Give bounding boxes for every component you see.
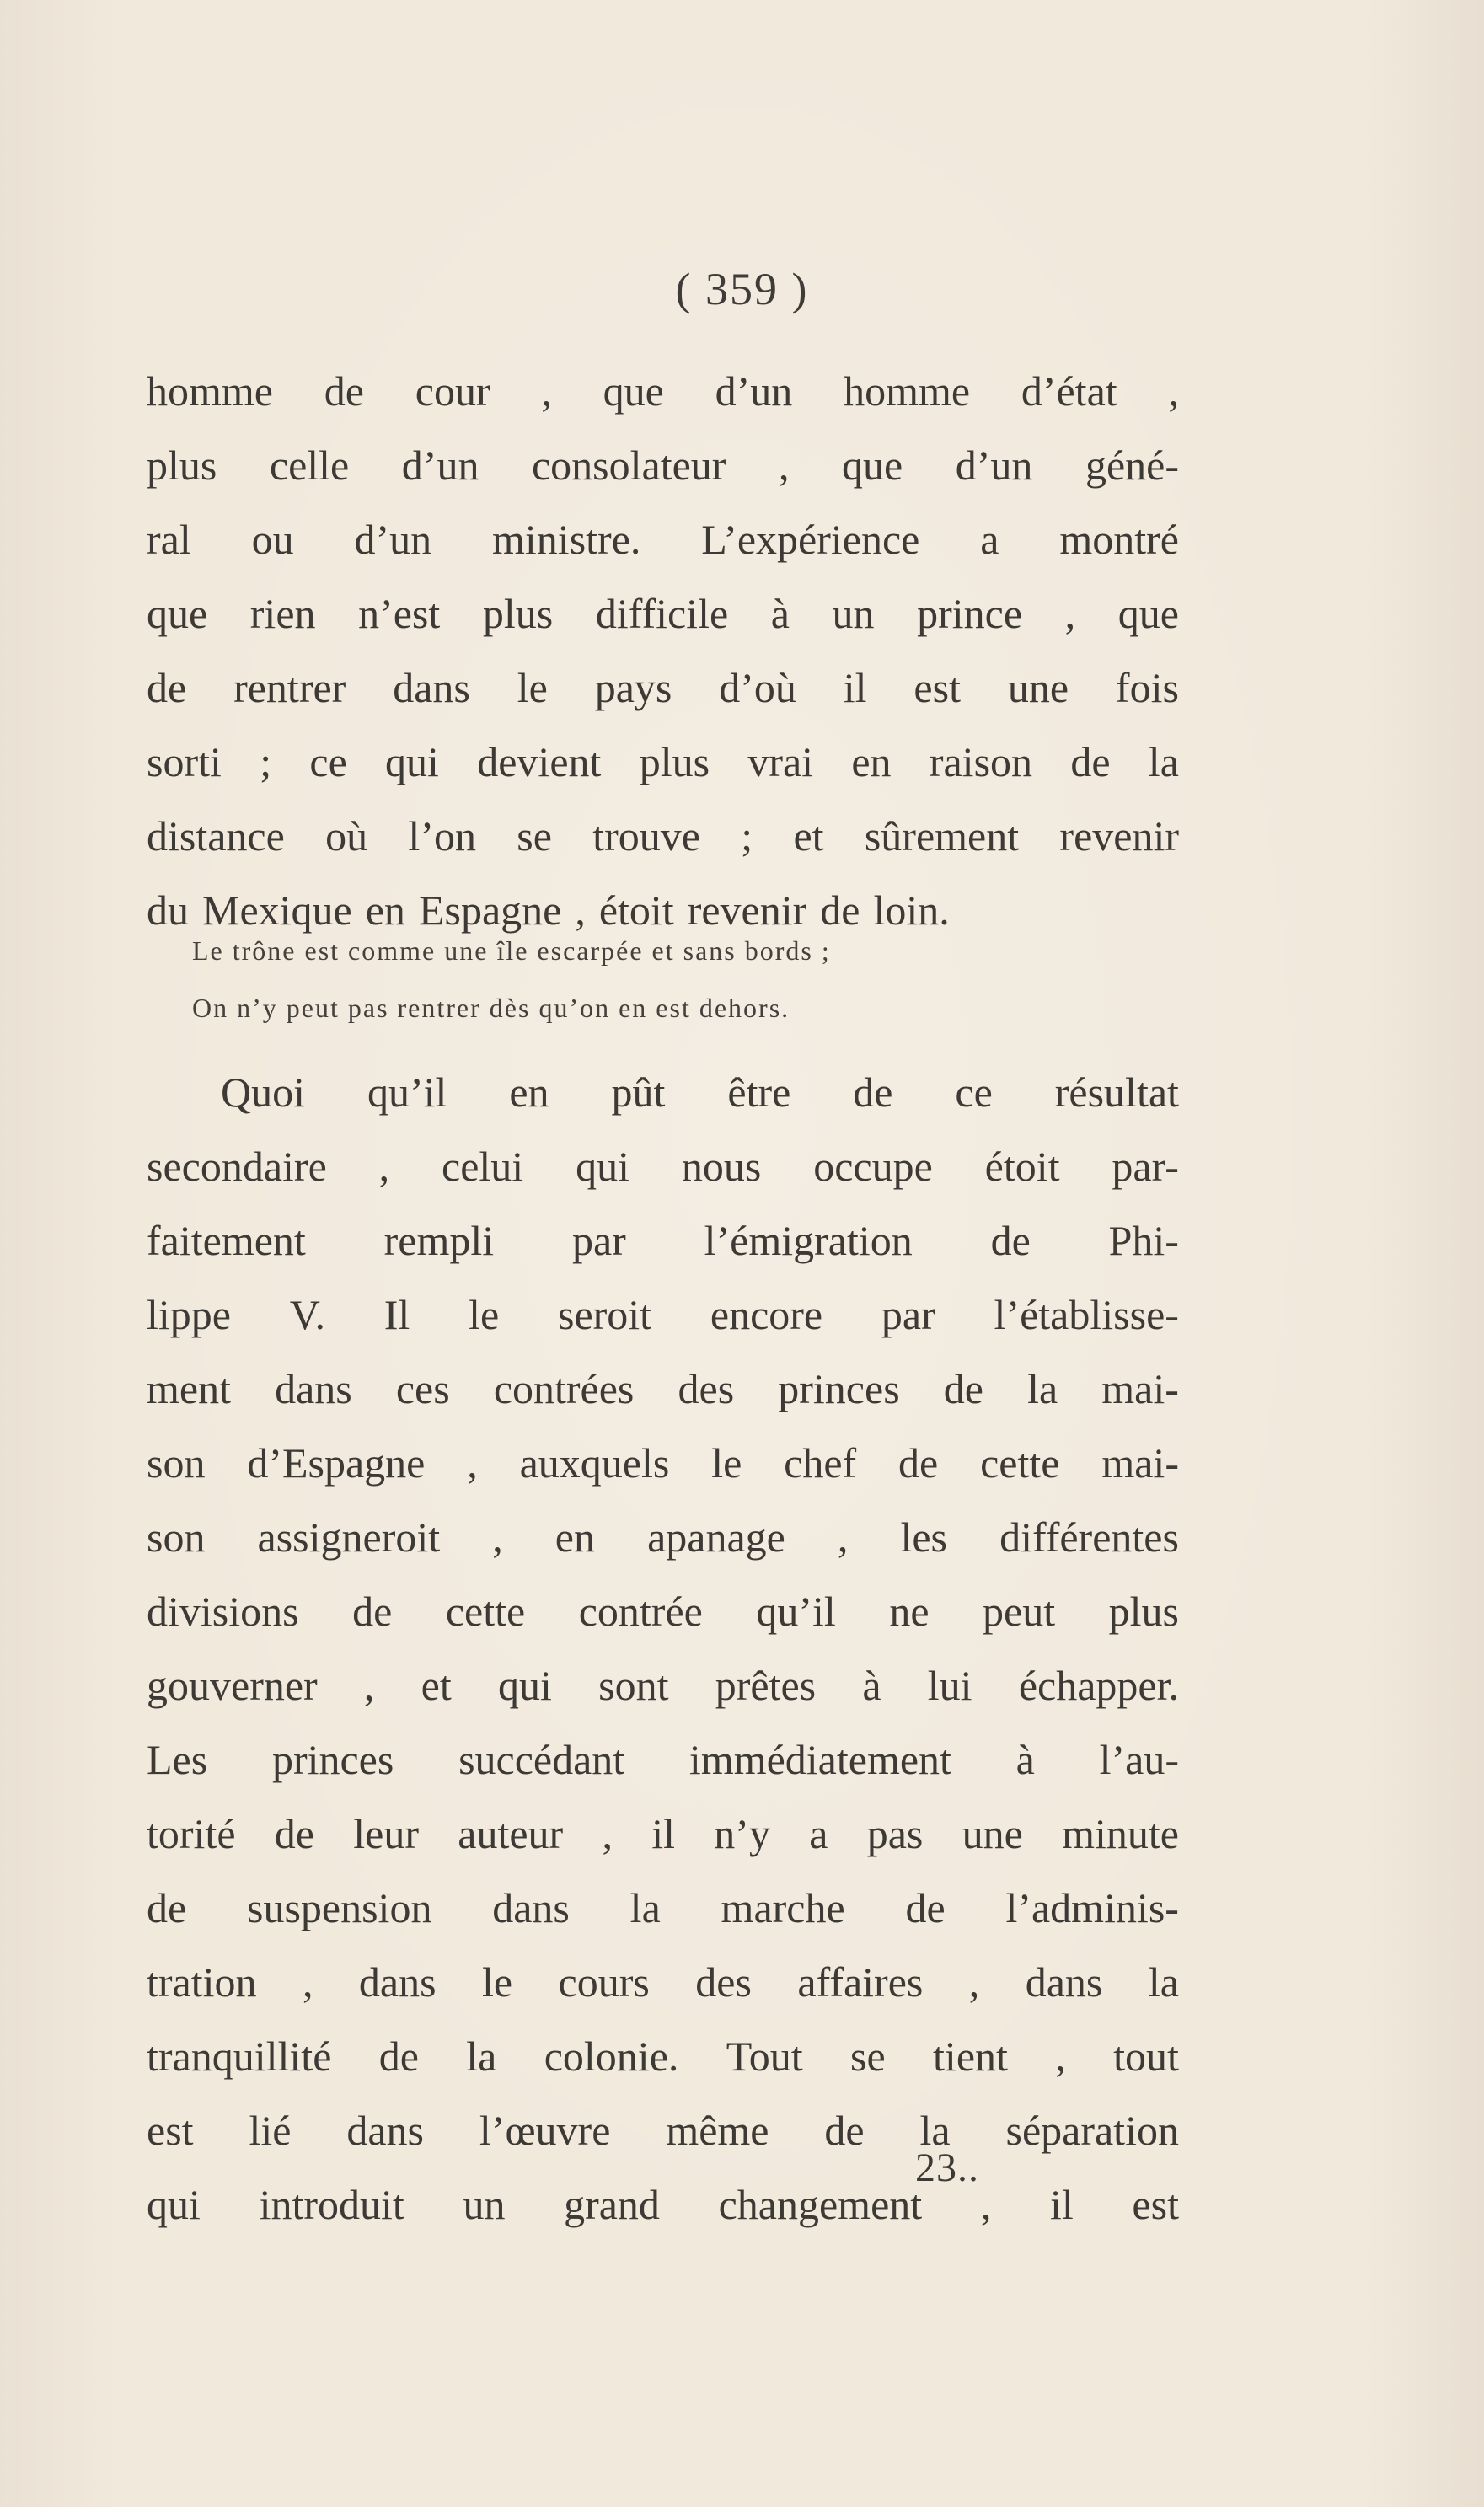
word: lui	[927, 1662, 972, 1709]
word: un	[832, 590, 875, 637]
word: dans	[275, 1365, 352, 1412]
word: par	[571, 1217, 626, 1264]
word: de	[820, 887, 860, 934]
word: la	[919, 2107, 951, 2154]
word: ne	[889, 1588, 930, 1635]
word: par-	[1112, 1143, 1179, 1190]
word: ;	[260, 738, 272, 785]
word: en	[509, 1069, 549, 1116]
word: lippe	[147, 1291, 231, 1338]
word: homme	[147, 367, 273, 415]
word: Quoi	[221, 1069, 305, 1116]
word: ,	[467, 1439, 478, 1487]
word: revenir	[1059, 812, 1179, 860]
word: dans	[346, 2107, 424, 2154]
word: a	[980, 516, 999, 563]
word: de	[274, 1810, 314, 1857]
text-line	[147, 1722, 1179, 1797]
word: qui	[576, 1143, 629, 1190]
text-line	[147, 1055, 1179, 1129]
word: les	[900, 1513, 948, 1561]
word: V.	[289, 1291, 325, 1338]
text-line	[147, 1352, 1179, 1426]
word: gouverner	[147, 1662, 318, 1709]
word: raison	[929, 738, 1033, 785]
word: ,	[575, 887, 586, 934]
word: seroit	[557, 1291, 652, 1338]
word: peut	[983, 1588, 1056, 1635]
word: que	[842, 442, 903, 489]
word: faitement	[147, 1217, 306, 1264]
word: loin.	[873, 887, 950, 934]
word: Mexique	[202, 887, 352, 934]
word: où	[325, 812, 368, 860]
word: trouve	[592, 812, 700, 860]
word: dans	[358, 1958, 437, 2006]
word: contrées	[493, 1365, 635, 1412]
word: tout	[1113, 2033, 1179, 2080]
word: plus	[147, 442, 217, 489]
word: l’adminis-	[1005, 1884, 1179, 1931]
word: cette	[445, 1588, 526, 1635]
word: de	[943, 1365, 983, 1412]
word: ce	[955, 1069, 993, 1116]
word: de	[853, 1069, 893, 1116]
word: de	[824, 2107, 865, 2154]
word: sorti	[147, 738, 222, 785]
text-line	[147, 1203, 1179, 1278]
word: est	[147, 2107, 194, 2154]
text-line	[147, 1278, 1179, 1352]
word: ,	[492, 1513, 503, 1561]
word: Il	[383, 1291, 410, 1338]
word: qui	[497, 1662, 552, 1709]
word: ,	[1055, 2033, 1066, 2080]
text-line	[147, 1871, 1179, 1945]
text-line	[147, 1426, 1179, 1500]
word: princes	[778, 1365, 900, 1412]
word: à	[770, 590, 790, 637]
text-line	[147, 1500, 1179, 1574]
word: est	[1132, 2181, 1179, 2228]
word: changement	[718, 2181, 923, 2228]
word: la	[1148, 738, 1179, 785]
word: auteur	[458, 1810, 564, 1857]
word: d’Espagne	[247, 1439, 426, 1487]
text-line	[147, 2093, 1179, 2167]
word: de	[352, 1588, 393, 1635]
word: résultat	[1054, 1069, 1179, 1116]
text-line	[147, 502, 1179, 576]
word: à	[1015, 1736, 1035, 1783]
word: qu’il	[756, 1588, 836, 1635]
word: ,	[378, 1143, 390, 1190]
word: l’établisse-	[994, 1291, 1179, 1338]
word: la	[466, 2033, 497, 2080]
word: plus	[1108, 1588, 1179, 1635]
word: sont	[598, 1662, 669, 1709]
word: revenir	[687, 887, 807, 934]
word: en	[365, 887, 405, 934]
word: lié	[249, 2107, 292, 2154]
word: son	[147, 1513, 206, 1561]
word: pût	[611, 1069, 666, 1116]
word: rien	[249, 590, 316, 637]
word: ,	[541, 367, 552, 415]
word: le	[482, 1958, 513, 2006]
word: le	[469, 1291, 500, 1338]
word: des	[678, 1365, 735, 1412]
word: en	[554, 1513, 595, 1561]
word: ral	[147, 516, 191, 563]
word: l’œuvre	[479, 2107, 611, 2154]
word: difficile	[595, 590, 729, 637]
word: ,	[363, 1662, 375, 1709]
word: son	[147, 1439, 206, 1487]
word: qui	[385, 738, 439, 785]
text-line	[147, 1648, 1179, 1722]
word: pas	[866, 1810, 924, 1857]
word: de	[898, 1439, 939, 1487]
word: distance	[147, 812, 285, 860]
word: celui	[442, 1143, 524, 1190]
word: colonie.	[544, 2033, 679, 2080]
word: devient	[477, 738, 602, 785]
verse-quote	[192, 922, 1052, 1037]
word: succédant	[458, 1736, 625, 1783]
word: tranquillité	[147, 2033, 332, 2080]
word: ,	[968, 1958, 980, 2006]
word: d’état	[1021, 367, 1117, 415]
word: plus	[482, 590, 554, 637]
text-line	[147, 1574, 1179, 1648]
word: d’un	[401, 442, 479, 489]
word: ,	[302, 1958, 313, 2006]
word: de	[324, 367, 364, 415]
word: rempli	[383, 1217, 495, 1264]
word: suspension	[246, 1884, 432, 1931]
word: ces	[395, 1365, 450, 1412]
text-line	[147, 2019, 1179, 2093]
word: marche	[721, 1884, 845, 1931]
word: cour	[415, 367, 490, 415]
word: encore	[710, 1291, 823, 1338]
word: ment	[147, 1365, 231, 1412]
word: celle	[269, 442, 350, 489]
text-line	[147, 2167, 1179, 2242]
word: n’y	[714, 1810, 770, 1857]
word: que	[147, 590, 208, 637]
word: ,	[1168, 367, 1179, 415]
word: et	[421, 1662, 452, 1709]
word: prince	[917, 590, 1023, 637]
word: l’on	[408, 812, 476, 860]
word: ,	[1064, 590, 1076, 637]
word: de	[905, 1884, 946, 1931]
word: de	[147, 664, 187, 711]
word: ,	[602, 1810, 613, 1857]
word: qui	[147, 2181, 201, 2228]
word: d’un	[715, 367, 793, 415]
word: de	[990, 1217, 1031, 1264]
word: ,	[778, 442, 790, 489]
word: de	[1070, 738, 1111, 785]
word: affaires	[797, 1958, 924, 2006]
word: qu’il	[367, 1069, 447, 1116]
word: cette	[980, 1439, 1060, 1487]
word: pays	[594, 664, 672, 711]
word: ministre.	[492, 516, 641, 563]
word: n’est	[358, 590, 441, 637]
text-line	[147, 1945, 1179, 2019]
word: ,	[980, 2181, 992, 2228]
word: dans	[492, 1884, 570, 1931]
word: que	[603, 367, 664, 415]
word: différentes	[999, 1513, 1179, 1561]
word: sûrement	[864, 812, 1020, 860]
word: il	[651, 1810, 676, 1857]
word: a	[809, 1810, 828, 1857]
word: consolateur	[531, 442, 726, 489]
word: de	[147, 1884, 187, 1931]
word: immédiatement	[688, 1736, 951, 1783]
word: le	[517, 664, 548, 711]
word: une	[962, 1810, 1023, 1857]
word: princes	[271, 1736, 394, 1783]
word: est	[913, 664, 961, 711]
word: se	[517, 812, 552, 860]
text-line	[147, 1129, 1179, 1203]
word: séparation	[1005, 2107, 1179, 2154]
word: contrée	[578, 1588, 703, 1635]
word: la	[629, 1884, 661, 1931]
word: du	[147, 887, 189, 934]
word: par	[881, 1291, 935, 1338]
word: Les	[147, 1736, 208, 1783]
text-line	[147, 1797, 1179, 1871]
word: ;	[741, 812, 753, 860]
word: et	[793, 812, 824, 860]
word: rentrer	[233, 664, 346, 711]
word: la	[1027, 1365, 1058, 1412]
signature-mark: 23..	[915, 2145, 979, 2190]
word: mai-	[1101, 1365, 1179, 1412]
word: à	[862, 1662, 881, 1709]
word: fois	[1115, 664, 1179, 711]
word: Espagne	[418, 887, 562, 934]
word: Phi-	[1108, 1217, 1179, 1264]
word: vrai	[747, 738, 814, 785]
word: échapper.	[1018, 1662, 1179, 1709]
word: ou	[251, 516, 294, 563]
word: de	[378, 2033, 419, 2080]
verse-line: Le trône est comme une île escarpée et sans bords ;	[192, 935, 831, 966]
word: secondaire	[147, 1143, 327, 1190]
word: tient	[933, 2033, 1008, 2080]
word: minute	[1062, 1810, 1179, 1857]
word: géné-	[1085, 442, 1179, 489]
word: divisions	[147, 1588, 299, 1635]
word: des	[695, 1958, 752, 2006]
word: d’un	[955, 442, 1033, 489]
text-line	[147, 651, 1179, 725]
text-line	[147, 428, 1179, 502]
word: Tout	[726, 2033, 803, 2080]
text-line	[147, 576, 1179, 651]
verse-line: On n’y peut pas rentrer dès qu’on en est dehors.	[192, 993, 790, 1023]
word: cours	[558, 1958, 650, 2006]
word: apanage	[647, 1513, 785, 1561]
word: une	[1007, 664, 1069, 711]
word: même	[666, 2107, 769, 2154]
word: il	[843, 664, 867, 711]
word: tration	[147, 1958, 257, 2006]
word: homme	[844, 367, 971, 415]
word: l’au-	[1099, 1736, 1179, 1783]
word: que	[1117, 590, 1179, 637]
word: un	[463, 2181, 506, 2228]
paragraph-1	[147, 354, 1179, 947]
word: être	[727, 1069, 791, 1116]
word: d’où	[719, 664, 796, 711]
word: nous	[681, 1143, 762, 1190]
text-line	[147, 799, 1179, 873]
word: dans	[1025, 1958, 1103, 2006]
word: l’émigration	[704, 1217, 913, 1264]
word: auxquels	[519, 1439, 670, 1487]
word: leur	[353, 1810, 419, 1857]
word: le	[711, 1439, 742, 1487]
word: étoit	[984, 1143, 1060, 1190]
text-line	[147, 725, 1179, 799]
word: torité	[147, 1810, 236, 1857]
word: assigneroit	[257, 1513, 441, 1561]
word: se	[850, 2033, 886, 2080]
word: grand	[564, 2181, 660, 2228]
word: la	[1148, 1958, 1179, 2006]
word: en	[851, 738, 892, 785]
word: ce	[309, 738, 347, 785]
page-number: ( 359 )	[675, 264, 809, 314]
word: ,	[837, 1513, 849, 1561]
text-line	[147, 354, 1179, 428]
word: occupe	[813, 1143, 933, 1190]
word: mai-	[1101, 1439, 1179, 1487]
word: il	[1049, 2181, 1074, 2228]
word: prêtes	[715, 1662, 817, 1709]
word: étoit	[598, 887, 674, 934]
word: dans	[393, 664, 470, 711]
word: plus	[639, 738, 710, 785]
word: introduit	[259, 2181, 404, 2228]
word: L’expérience	[701, 516, 920, 563]
word: montré	[1059, 516, 1179, 563]
paragraph-2	[147, 1055, 1179, 2242]
word: d’un	[354, 516, 432, 563]
word: chef	[784, 1439, 857, 1487]
